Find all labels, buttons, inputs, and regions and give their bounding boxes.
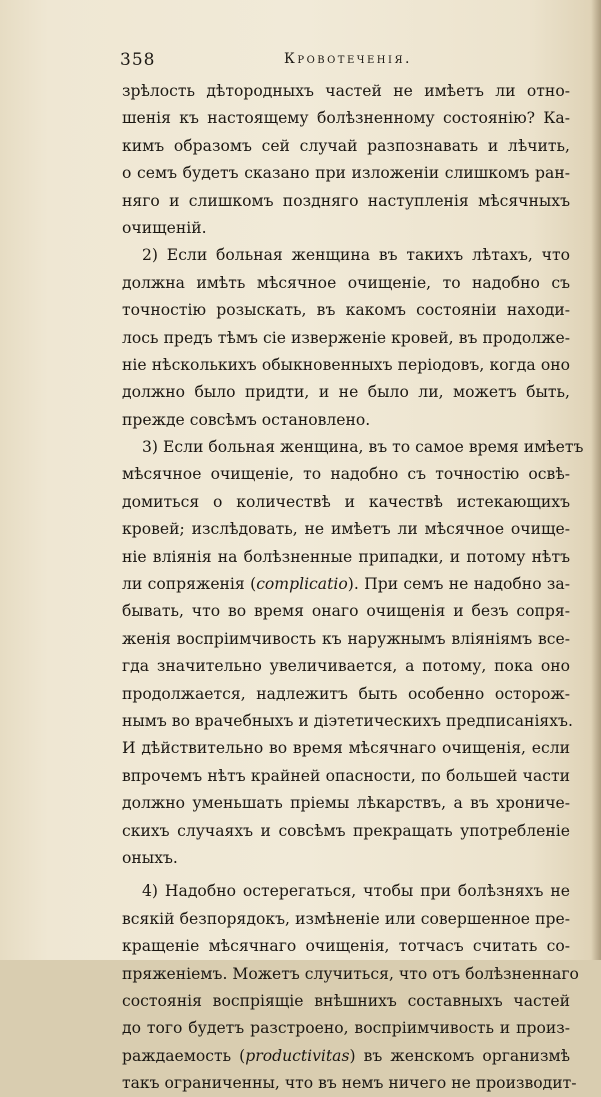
- text-line: мѣсячное очищеніе, то надобно съ точностію освѣ-: [122, 465, 570, 484]
- text-line: 4) Надобно остерегаться, чтобы при болѣзняхъ не: [142, 882, 570, 901]
- text-line: должно было придти, и не было ли, можетъ быть,: [122, 383, 570, 402]
- text-line: кращеніе мѣсячнаго очищенія, тотчасъ считать со-: [122, 937, 570, 956]
- text-line: точностію розыскать, въ какомъ состояніи находи-: [122, 301, 570, 320]
- paragraph-2: [122, 242, 570, 434]
- text-line: И дѣйствительно во время мѣсячнаго очищенія, если: [122, 739, 570, 758]
- text-line: о семъ будетъ сказано при изложеніи слишкомъ ран-: [122, 164, 570, 183]
- text-line: кровей; изслѣдовать, не имѣетъ ли мѣсячное очище-: [122, 520, 570, 539]
- latin-term: productivitas: [245, 1046, 350, 1065]
- text-line: 3) Если больная женщина, въ то самое время имѣетъ: [142, 438, 584, 457]
- text-line: раждаемость (productivitas) въ женскомъ организмѣ: [122, 1046, 570, 1065]
- text-line: должна имѣть мѣсячное очищеніе, то надобно съ: [122, 273, 570, 292]
- text-line: продолжается, надлежитъ быть особенно осторож-: [122, 684, 570, 703]
- running-title: Кровотеченія.: [284, 51, 413, 67]
- text-line: ніе вліянія на болѣзненные припадки, и потому нѣтъ: [122, 547, 570, 566]
- text-line: оныхъ.: [122, 848, 178, 867]
- text-line: до того будетъ разстроено, воспріимчивость и произ-: [122, 1019, 570, 1038]
- paragraph-4: [122, 878, 579, 1097]
- latin-term: complicatio: [256, 575, 348, 594]
- text-line: прежде совсѣмъ остановлено.: [122, 410, 371, 429]
- paragraph-1: [122, 78, 570, 242]
- text-line: состоянія воспріящіе внѣшнихъ составныхъ частей: [122, 991, 570, 1010]
- text-line: бывать, что во время онаго очищенія и безъ сопря-: [122, 602, 570, 621]
- text-line: ли сопряженія (complicatio). При семъ не надобно за-: [122, 575, 570, 594]
- text-line: кимъ образомъ сей случай разпознавать и лѣчить,: [122, 136, 570, 155]
- text-line: всякій безпорядокъ, измѣненіе или совершенное пре-: [122, 909, 570, 928]
- text-line: женія воспріимчивость къ наружнымъ вліяніямъ все-: [122, 629, 570, 648]
- text-line: зрѣлость дѣтородныхъ частей не имѣетъ ли отно-: [122, 82, 570, 100]
- text-line: впрочемъ нѣтъ крайней опасности, по большей части: [122, 766, 570, 785]
- paragraph-3: [122, 434, 584, 872]
- text-line: 2) Если больная женщина въ такихъ лѣтахъ, что: [142, 246, 570, 265]
- text-line: очищеній.: [122, 218, 207, 237]
- text-line: пряженіемъ. Можетъ случиться, что отъ болѣзненнаго: [122, 964, 579, 983]
- text-line: няго и слишкомъ поздняго наступленія мѣсячныхъ: [122, 191, 570, 210]
- page-number: 358: [120, 50, 156, 70]
- text-line: лось предъ тѣмъ сіе изверженіе кровей, въ продолже-: [122, 328, 570, 347]
- page-spine-shadow: [591, 0, 601, 960]
- page-header: [118, 50, 578, 76]
- text-line: гда значительно увеличивается, а потому, пока оно: [122, 657, 570, 676]
- body-text: [122, 78, 584, 1097]
- text-line: нымъ во врачебныхъ и діэтетическихъ предписаніяхъ.: [122, 711, 573, 730]
- text-line: шенія къ настоящему болѣзненному состоянію? Ка-: [122, 109, 570, 128]
- text-line: такъ ограниченны, что въ немъ ничего не производит-: [122, 1074, 577, 1093]
- text-line: домиться о количествѣ и качествѣ истекающихъ: [122, 492, 570, 511]
- text-line: ніе нѣсколькихъ обыкновенныхъ періодовъ, когда оно: [122, 355, 570, 374]
- text-line: скихъ случаяхъ и совсѣмъ прекращать употребленіе: [122, 821, 570, 840]
- text-line: должно уменьшать пріемы лѣкарствъ, а въ хрониче-: [122, 794, 570, 813]
